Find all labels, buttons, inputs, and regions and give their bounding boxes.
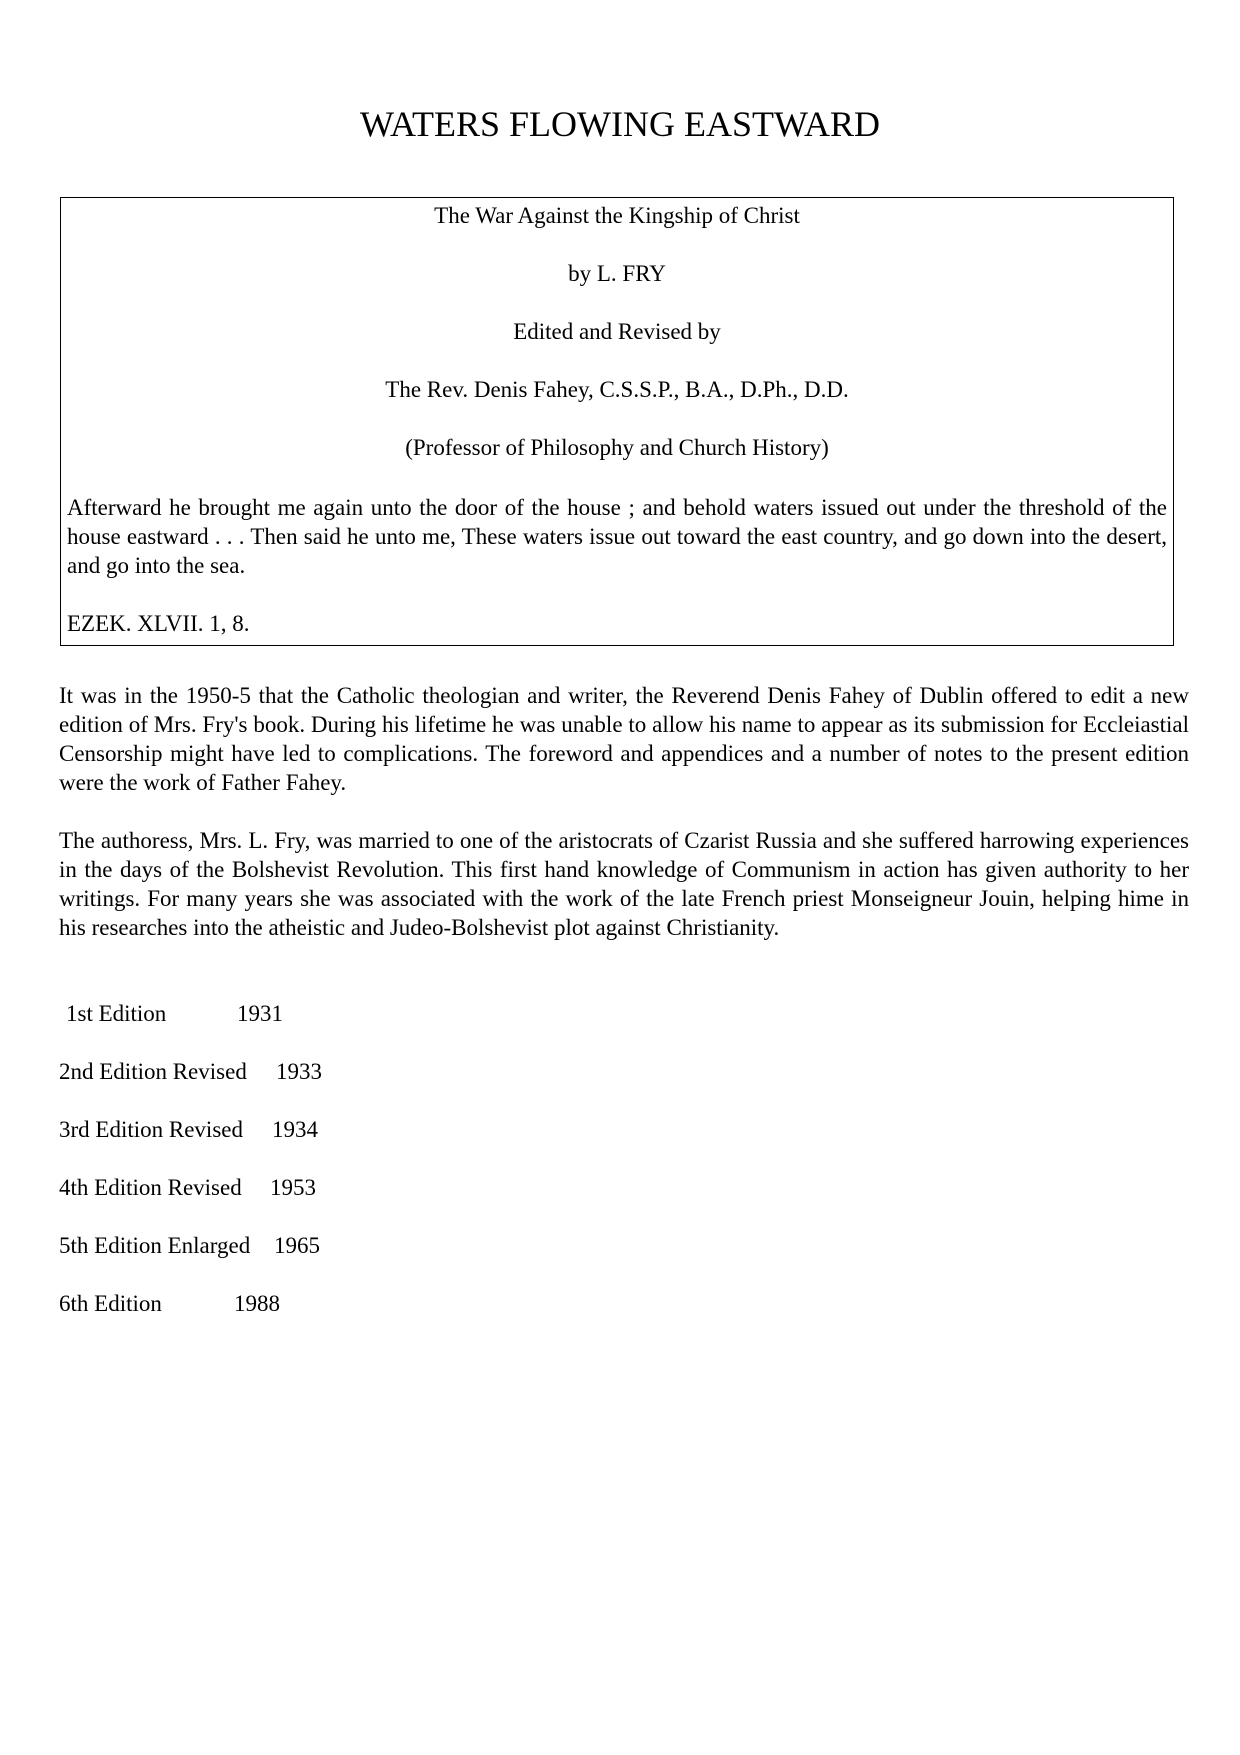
edition-year: 1933 — [276, 1059, 322, 1084]
edition-row — [59, 1289, 280, 1318]
edited-by-label: Edited and Revised by — [513, 319, 721, 344]
book-author: by L. FRY — [568, 261, 666, 286]
edition-year: 1988 — [234, 1291, 280, 1316]
paragraph-editor-history: It was in the 1950-5 that the Catholic theologian and writer, the Reverend Denis Fahey of Dublin offered to edit a new edition of Mrs. Fry's book. During his lifetime he was unable to allow his name to appear as its submission for Eccleiastial Censorship might have led to complications. The foreword and appendices and a number of notes to the present edition were the work of Father Fahey. — [59, 683, 1189, 795]
editor-role: (Professor of Philosophy and Church History) — [405, 435, 829, 460]
edition-row — [59, 1115, 318, 1144]
edition-row — [66, 999, 283, 1028]
page-title: WATERS FLOWING EASTWARD — [360, 104, 880, 144]
edition-label: 5th Edition Enlarged — [59, 1233, 251, 1258]
book-subtitle: The War Against the Kingship of Christ — [434, 203, 800, 228]
epigraph-citation: EZEK. XLVII. 1, 8. — [67, 611, 250, 636]
title-page-box — [60, 197, 1174, 646]
paragraph-author-bio: The authoress, Mrs. L. Fry, was married to one of the aristocrats of Czarist Russia and she suffered harrowing experiences in the days of the Bolshevist Revolution. This first hand knowledge of Communism in action has given authority to her writings. For many years she was associated with the work of the late French priest Monseigneur Jouin, helping hime in his researches into the atheistic and Judeo-Bolshevist plot against Christianity. — [59, 828, 1189, 940]
edition-year: 1953 — [270, 1175, 316, 1200]
edition-row — [59, 1231, 320, 1260]
edition-label: 1st Edition — [66, 1001, 167, 1026]
edition-row — [59, 1057, 322, 1086]
edition-label: 3rd Edition Revised — [59, 1117, 243, 1142]
edition-label: 2nd Edition Revised — [59, 1059, 247, 1084]
edition-label: 4th Edition Revised — [59, 1175, 242, 1200]
editor-name: The Rev. Denis Fahey, C.S.S.P., B.A., D.Ph., D.D. — [385, 377, 849, 402]
edition-label: 6th Edition — [59, 1291, 162, 1316]
epigraph-quote: Afterward he brought me again unto the door of the house ; and behold waters issued out under the threshold of the house eastward . . . Then said he unto me, These waters issue out toward the east country, and go down into the desert, and go into the sea. — [67, 495, 1167, 578]
edition-year: 1965 — [274, 1233, 320, 1258]
edition-year: 1931 — [237, 1001, 283, 1026]
edition-row — [59, 1173, 316, 1202]
edition-year: 1934 — [272, 1117, 318, 1142]
